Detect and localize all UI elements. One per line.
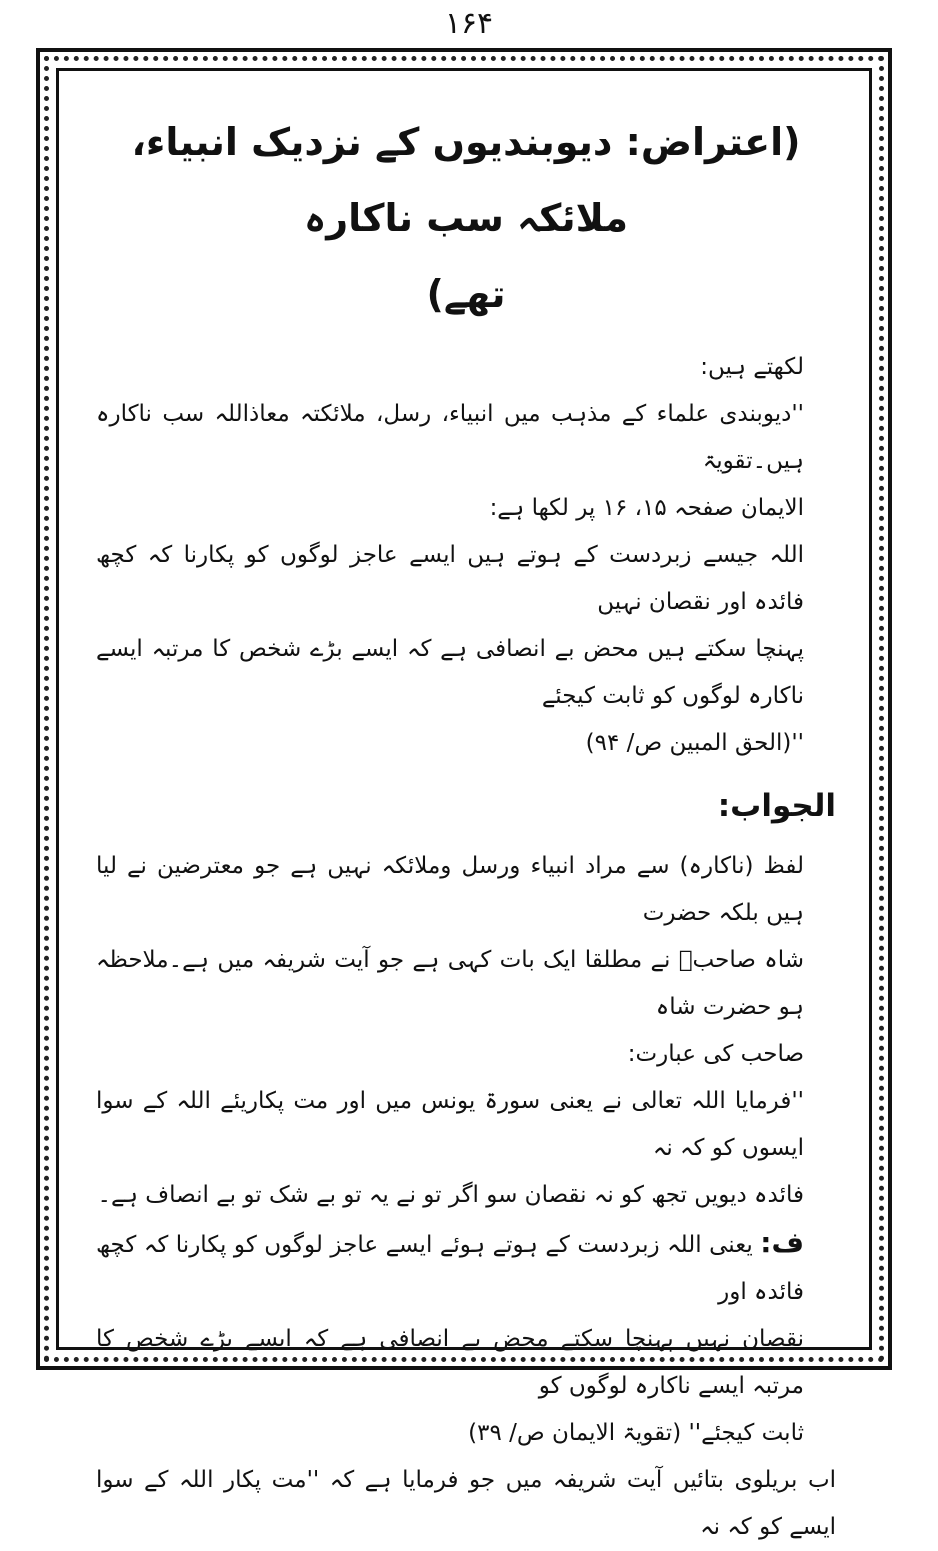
quote1-line-3: اللہ جیسے زبردست کے ہوتے ہیں ایسے عاجز لوگوں کو پکارنا کہ کچھ فائدہ اور نقصان نہیں xyxy=(96,542,804,615)
fa-line-1 xyxy=(96,1219,804,1316)
page-content xyxy=(96,104,836,1551)
quote1-line-1: ''دیوبندی علماء کے مذہب میں انبیاء، رسل، ملائکتہ معاذاللہ سب ناکارہ ہیں۔تقویۃ xyxy=(96,401,804,474)
quote1-line-5: ''(الحق المبین ص/ ۹۴) xyxy=(585,730,804,756)
closing-line-1: اب بریلوی بتائیں آیت شریفہ میں جو فرمایا ہے کہ ''مت پکار اللہ کے سوا ایسے کو کہ نہ xyxy=(96,1467,836,1540)
fa-label: ف: xyxy=(760,1226,805,1259)
quote-block-2 xyxy=(96,1078,836,1219)
answer-line-1: لفظ (ناکارہ) سے مراد انبیاء ورسل وملائکہ نہیں ہے جو معترضین نے لیا ہیں بلکہ حضرت xyxy=(96,853,804,926)
quote2-line-1: ''فرمایا اللہ تعالی نے یعنی سورۃ یونس میں اور مت پکاریئے اللہ کے سوا ایسوں کو کہ نہ xyxy=(96,1088,804,1161)
answer-heading: الجواب: xyxy=(717,788,836,824)
fa-line-1-text: یعنی اللہ زبردست کے ہوتے ہوئے ایسے عاجز لوگوں کو پکارنا کہ کچھ فائدہ اور xyxy=(96,1232,804,1305)
fa-line-2: نقصان نہیں پہنچا سکتے محض بے انصافی ہے کہ ایسے بڑے شخص کا مرتبہ ایسے ناکارہ لوگوں کو xyxy=(96,1326,804,1399)
quote1-line-2: الایمان صفحہ ۱۵، ۱۶ پر لکھا ہے: xyxy=(489,495,804,521)
intro-label: لکھتے ہیں: xyxy=(700,354,804,380)
quote-block-1 xyxy=(96,391,836,767)
answer-line-3: صاحب کی عبارت: xyxy=(627,1041,804,1067)
fa-line-3: ثابت کیجئے'' (تقویۃ الایمان ص/ ۳۹) xyxy=(468,1420,804,1446)
objection-title xyxy=(96,104,836,332)
page-number: ۱۶۴ xyxy=(444,6,494,41)
quote1-line-4: پہنچا سکتے ہیں محض بے انصافی ہے کہ ایسے بڑے شخص کا مرتبہ ایسے ناکارہ لوگوں کو ثابت کیجئے xyxy=(96,636,804,709)
title-line-1: (اعتراض: دیوبندیوں کے نزدیک انبیاء، ملائکہ سب ناکارہ xyxy=(131,120,801,240)
quote2-line-2: فائدہ دیویں تجھ کو نہ نقصان سو اگر تو نے یہ تو بے شک تو بے انصاف ہے۔ xyxy=(97,1182,804,1208)
fa-block xyxy=(96,1219,836,1457)
answer-block xyxy=(96,843,836,1078)
answer-line-2: شاہ صاحبؒ نے مطلقا ایک بات کہی ہے جو آیت شریفہ میں ہے۔ملاحظہ ہو حضرت شاہ xyxy=(96,947,804,1020)
title-line-2: تھے) xyxy=(426,272,506,316)
